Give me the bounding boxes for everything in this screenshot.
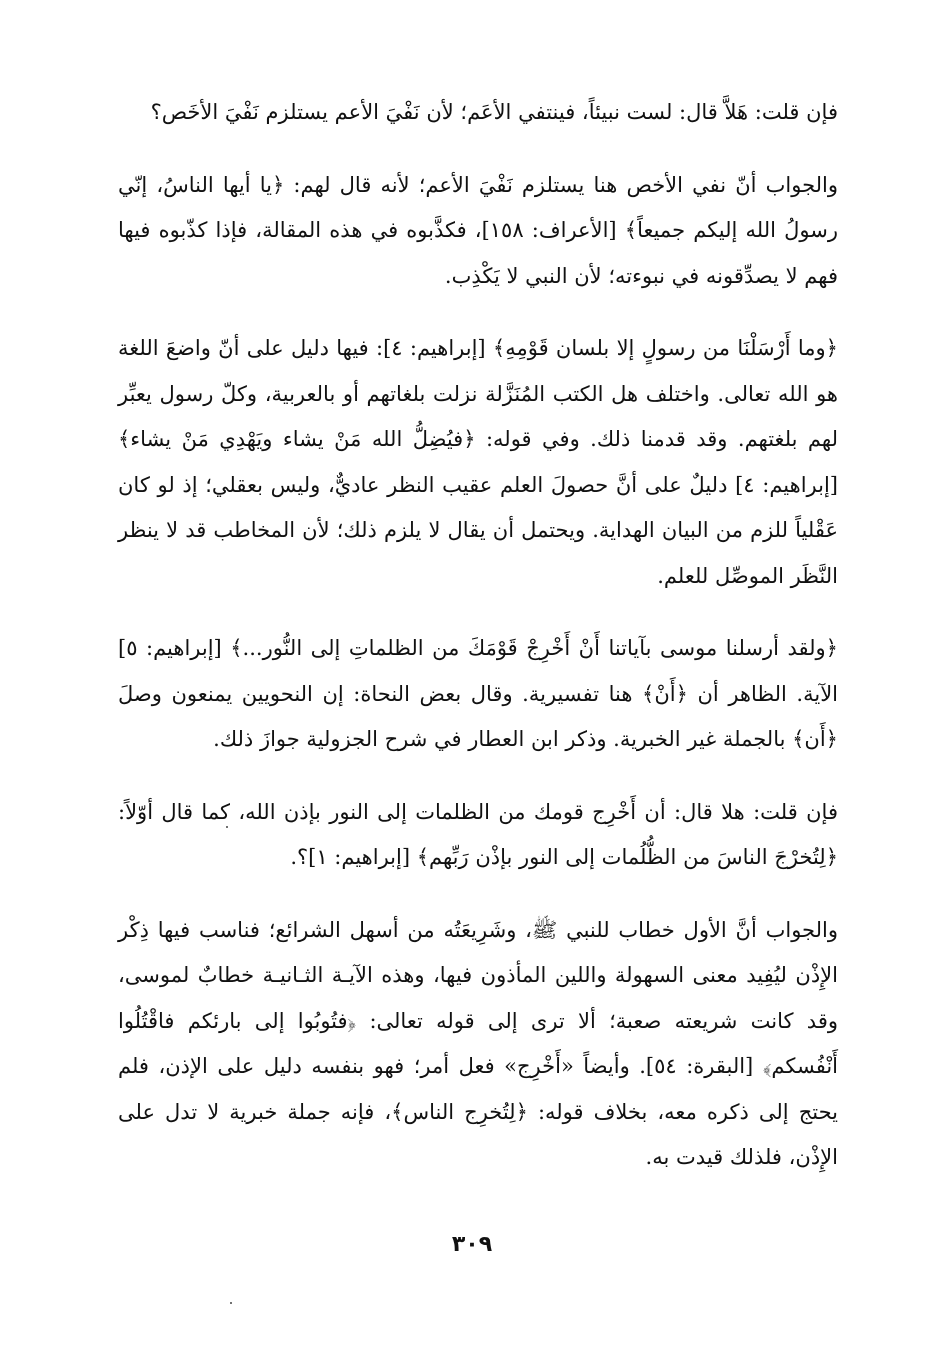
paragraph-2: والجواب أنّ نفي الأخص هنا يستلزم نَفْيَ الأعم؛ لأنه قال لهم: ﴿يا أيها الناسُ، إنّي رسولُ الله إليكم جميعاً﴾ [الأعراف: ١٥٨]، فكذَّبوه في هذه المقالة، فإذا كذّبوه فيها فهم لا يصدِّقونه في نبوءته؛ لأن النبي لا يَكْذِب.	[118, 172, 838, 288]
scan-speck	[226, 826, 228, 828]
paragraph-5: فإن قلت: هلا قال: أن أَخْرِج قومك من الظلمات إلى النور بإذن الله، كما قال أوّلاً: ﴿لِتُخرْجَ الناسَ من الظُّلُمات إلى النور بإذْن رَبِّهم﴾ [إبراهيم: ١]؟.	[118, 799, 838, 869]
page-number: ٣٠٩	[451, 1232, 493, 1257]
page-body	[118, 90, 838, 1208]
paragraph-3: ﴿وما أَرْسَلْنَا من رسولٍ إلا بلسان قَوْمِهِ﴾ [إبراهيم: ٤]: فيها دليل على أنّ واضعَ اللغة هو الله تعالى. واختلف هل الكتب المُنَزَّلة نزلت بلغاتهم أو بالعربية، وكلّ رسول يعبِّر لهم بلغتهم. وقد قدمنا ذلك. وفي قوله: ﴿فيُضِلُّ الله مَنْ يشاء ويَهْدِي مَنْ يشاء﴾ [إبراهيم: ٤] دليلٌ على أنَّ حصولَ العلم عقيب النظر عاديٌّ، وليس بعقلي؛ إذ لو كان عَقْلياً للزم من البيان الهداية. ويحتمل أن يقال لا يلزم ذلك؛ لأن المخاطب قد لا ينظر النَّظَر الموصِّل للعلم.	[118, 336, 838, 588]
scan-speck	[230, 1302, 232, 1304]
paragraph-4: ﴿ولقد أرسلنا موسى بآياتنا أَنْ أَخْرِجْ قَوْمَكَ من الظلماتِ إلى النُّور...﴾ [إبراهيم: ٥] الآية. الظاهر أن ﴿أَنْ﴾ هنا تفسيرية. وقال بعض النحاة: إن النحويين يمنعون وصلَ ﴿أَن﴾ بالجملة غير الخبرية. وذكر ابن العطار في شرح الجزولية جوازَ ذلك.	[118, 636, 838, 751]
paragraph-1: فإن قلت: هَلاَّ قال: لست نبيئاً، فينتفي الأعَم؛ لأن نَفْيَ الأعم يستلزم نَفْيَ الأخَص؟	[150, 100, 838, 124]
paragraph-6: والجواب أنَّ الأول خطاب للنبي ﷺ، وشَرِيعَتُه من أسهل الشرائع؛ فناسب فيها ذِكْر الإِذْن ليُفِيد معنى السهولة واللين المأذون فيها، وهذه الآيـة الثـانيـة خطابٌ لموسى، وقد كانت شريعته صعبة؛ ألا ترى إلى قوله تعالى: ﴿فتُوبُوا إلى بارئكم فاقْتُلُوا أَنْفُسكم﴾ [البقرة: ٥٤]. وأيضاً «أَخْرِج» فعل أمر؛ فهو بنفسه دليل على الإذن، فلم يحتج إلى ذكره معه، بخلاف قوله: ﴿لِتُخرِج الناس﴾، فإنه جملة خبرية لا تدل على الإِذْن، فلذلك قيدت به.	[118, 917, 838, 1169]
